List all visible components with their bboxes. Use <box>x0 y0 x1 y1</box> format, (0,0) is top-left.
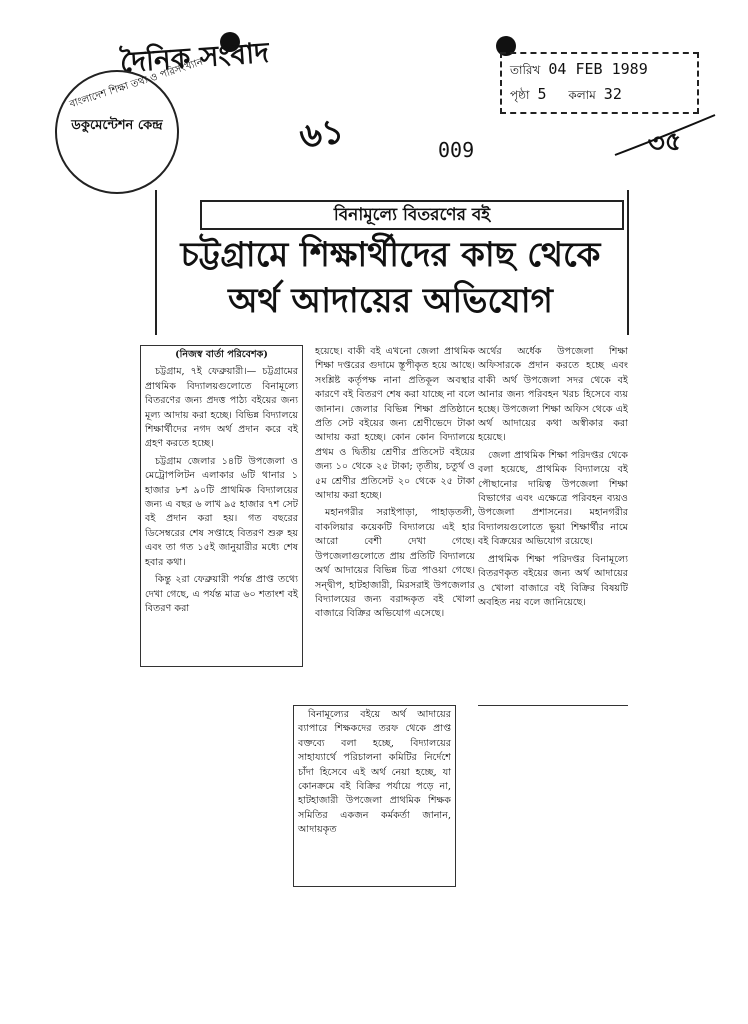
newspaper-name: দৈনিক সংবাদ <box>118 35 270 80</box>
col3-paragraph-3: প্রাথমিক শিক্ষা পরিদপ্তর বিনামূল্যে বিতরণকৃত বইয়ের জন্য অর্থ আদায়ের ও খোলা বাজারে বই বিক্রির বিষয়টি অবহিত নয় বলে জানিয়েছে। <box>478 553 628 608</box>
col2-paragraph-2: মহানগরীর সরাইপাড়া, পাহাড়তলী, বাকলিয়ার কয়েকটি বিদ্যালয়ে এই হার আরো বেশী দেখা গেছে। উপজেলাগুলোতে প্রায় প্রতিটি বিদ্যালয়ে অর্থ আদায়ের বিভিন্ন চিত্র পাওয়া গেছে। সন্দ্বীপ, হাটহাজারী, মিরসরাই উপজেলার বিদ্যালয়ের জন্য বরাদ্দকৃত বই খোলা বাজারে বিক্রির অভিযোগ এসেছে। <box>315 507 475 620</box>
article-column-2 <box>315 345 475 705</box>
col2-paragraph-3: বিনামূল্যের বইয়ে অর্থ আদায়ের ব্যাপারে শিক্ষকদের তরফ থেকে প্রাপ্ত বক্তব্যে বলা হচ্ছে, বিদ্যালয়ের সাহায্যার্থে পরিচালনা কমিটির নির্দেশে চাঁদা হিসেবে এই অর্থ নেয়া হচ্ছে, যা কোনক্রমে বই বিক্রির পর্যায়ে পড়ে না, হাটহাজারী উপজেলা প্রাথমিক শিক্ষক সমিতির একজন কর্মকর্তা জানান, আদায়কৃত <box>298 709 451 836</box>
handwritten-stroke <box>610 110 720 160</box>
seal-center-text: ডকুমেন্টেশন কেন্দ্র <box>71 118 163 133</box>
date-stamp <box>500 52 699 114</box>
page-label: পৃষ্ঠা <box>510 88 530 102</box>
article-kicker: বিনামূল্যে বিতরণের বই <box>200 200 624 230</box>
article-byline: (নিজস্ব বার্তা পরিবেশক) <box>175 349 268 360</box>
col3-paragraph-1: অর্থের অর্ধেক উপজেলা শিক্ষা অফিসারকে প্রদান করতে হচ্ছে এবং বাকী অর্থ উপজেলা সদর থেকে বই আনার জন্য পরিবহন খরচ হিসেবে ব্যয় হচ্ছে। উপজেলা শিক্ষা অফিস থেকে এই অর্থ আদায়ের কথা অস্বীকার করা হয়েছে। <box>478 346 628 444</box>
column-label: কলাম <box>568 88 596 102</box>
handwritten-mark-right: ৩৫ <box>646 126 684 160</box>
col2-paragraph-1: হয়েছে। বাকী বই এখনো জেলা প্রাথমিক শিক্ষা দপ্তরের গুদামে স্তূপীকৃত হয়ে আছে। সংশ্লিষ্ট কর্তৃপক্ষ নানা প্রতিকূল অবস্থার কারণে বই বিতরণ শেষ করা যাচ্ছে না বলে জানান। জেলার বিভিন্ন শিক্ষা প্রতিষ্ঠানে প্রতি সেট বইয়ের জন্য শ্রেণীভেদে টাকা আদায় করা হচ্ছে। কোন কোন বিদ্যালয়ে প্রথম ও দ্বিতীয় শ্রেণীর প্রতিসেট বইয়ের জন্য ১০ থেকে ২৫ টাকা; তৃতীয়, চতুর্থ ও ৫ম শ্রেণীর প্রতিসেট ২০ থেকে ২৫ টাকা আদায় করা হচ্ছে। <box>315 346 475 502</box>
headline-line-2: অর্থ আদায়ের অভিযোগ <box>228 281 553 321</box>
col1-paragraph-2: চট্টগ্রাম জেলার ১৪টি উপজেলা ও মেট্রোপলিটন এলাকার ৬টি থানার ১ হাজার ৮শ ৯০টি প্রাথমিক বিদ্যালয়ের জন্য এ বছর ৬ লাখ ৯৫ হাজার ৭শ সেট বই প্রদান করা হয়। গত বছরের ডিসেম্বরের শেষ সপ্তাহে বিতরণ শুরু হয় এবং তা গত ১৫ই জানুয়ারীর মধ্যে শেষ হবার কথা। <box>145 455 298 568</box>
date-label: তারিখ <box>510 63 541 77</box>
page-column-line <box>510 85 622 107</box>
article-column-2-continued <box>293 705 456 887</box>
col3-paragraph-2: জেলা প্রাথমিক শিক্ষা পরিদপ্তর থেকে বলা হয়েছে, প্রাথমিক বিদ্যালয়ে বই পৌছানোর দায়িত্ব উপজেলা শিক্ষা বিভাগের এবং এক্ষেত্রে পরিবহন ব্যয়ও উপজেলা প্রশাসনের। মহানগরীর বিদ্যালয়গুলোতে ভুয়া শিক্ষার্থীর নামে বই বিক্রয়ের অভিযোগ রয়েছে। <box>478 449 628 548</box>
col1-paragraph-1: চট্টগ্রাম, ৭ই ফেব্রুয়ারী।— চট্টগ্রামের প্রাথমিক বিদ্যালয়গুলোতে বিনামূল্যে বিতরণের জন্য প্রদত্ত পাঠ্য বইয়ের জন্য মূল্য আদায় করা হচ্ছে। বিভিন্ন বিদ্যালয়ে শিক্ষার্থীদের নগদ অর্থ প্রদান করে বই গ্রহণ করতে হচ্ছে। <box>145 366 298 450</box>
article-column-3 <box>478 345 628 706</box>
date-line <box>510 60 648 82</box>
documentation-center-seal <box>55 56 205 194</box>
reference-number: 009 <box>438 138 475 162</box>
date-value: 04 FEB 1989 <box>548 60 648 78</box>
article-headline <box>158 232 623 324</box>
seal-ring-text: বাংলাদেশ শিক্ষা তথ্য ও পরিসংখ্যান <box>68 56 205 111</box>
col1-paragraph-3: কিন্তু ২রা ফেব্রুয়ারী পর্যন্ত প্রাপ্ত তথ্যে দেখা গেছে, এ পর্যন্ত মাত্র ৬০ শতাংশ বই বিতরণ করা <box>145 574 298 614</box>
article-column-1 <box>140 345 303 667</box>
headline-line-1: চট্টগ্রামে শিক্ষার্থীদের কাছ থেকে <box>180 235 601 275</box>
handwritten-mark-left: ৬১ <box>297 111 347 157</box>
column-value: 32 <box>603 85 622 103</box>
page-value: 5 <box>537 85 547 103</box>
